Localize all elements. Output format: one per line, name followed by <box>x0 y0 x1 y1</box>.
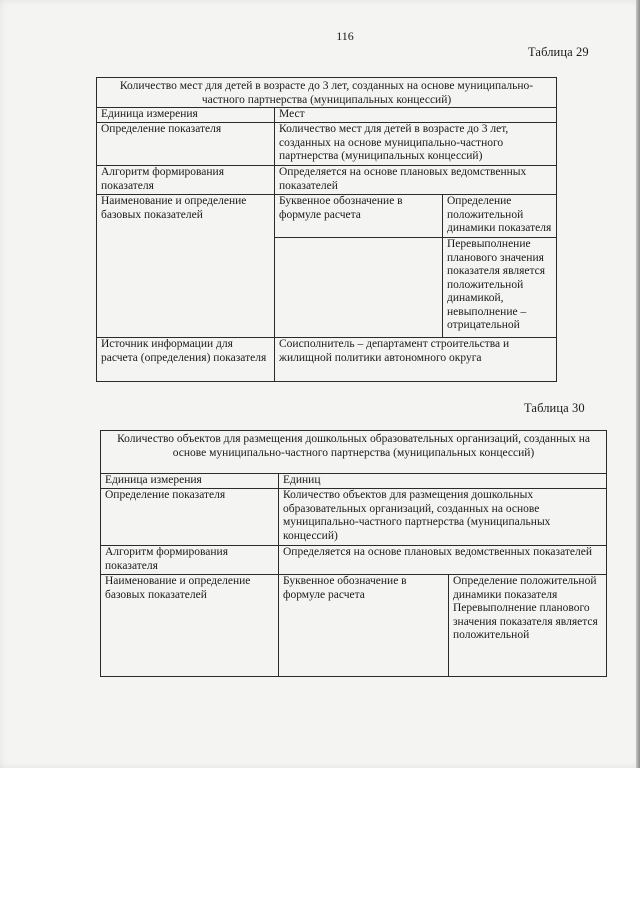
algorithm-label: Алгоритм формирования показателя <box>101 546 279 575</box>
table-30-caption: Таблица 30 <box>524 401 585 415</box>
base-definition-1: Определение положительной динамики показателя <box>443 195 557 238</box>
unit-label: Единица измерения <box>101 474 279 489</box>
algorithm-value: Определяется на основе плановых ведомственных показателей <box>279 546 607 575</box>
base-definition-2: Перевыполнение планового значения показателя является положительной динамикой, невыполнение – отрицательной <box>443 238 557 338</box>
letter-designation-label: Буквенное обозначение в формуле расчета <box>279 575 449 677</box>
unit-label: Единица измерения <box>97 108 275 123</box>
definition-label: Определение показателя <box>101 489 279 546</box>
scan-edge <box>636 0 640 768</box>
definition-label: Определение показателя <box>97 123 275 166</box>
table-29-title: Количество мест для детей в возрасте до 3 лет, созданных на основе муниципально-частного партнерства (муниципальных концессий) <box>97 78 557 108</box>
algorithm-label: Алгоритм формирования показателя <box>97 166 275 195</box>
base-indicators-label: Наименование и определение базовых показателей <box>97 195 275 338</box>
letter-designation-label: Буквенное обозначение в формуле расчета <box>275 195 443 238</box>
table-30-title: Количество объектов для размещения дошкольных образовательных организаций, созданных на основе муниципально-частного партнерства (муниципальных концессий) <box>101 431 607 474</box>
unit-value: Мест <box>275 108 557 123</box>
page-number: 116 <box>336 29 354 43</box>
table-29 <box>96 77 557 382</box>
unit-value: Единиц <box>279 474 607 489</box>
definition-value: Количество объектов для размещения дошкольных образовательных организаций, созданных на основе муниципально-частного партнерства (муниципальных концессий) <box>279 489 607 546</box>
definition-value: Количество мест для детей в возрасте до 3 лет, созданных на основе муниципально-частного партнерства (муниципальных концессий) <box>275 123 557 166</box>
base-definition: Определение положительной динамики показателя Перевыполнение планового значения показателя является положительной <box>449 575 607 677</box>
source-value: Соисполнитель – департамент строительства и жилищной политики автономного округа <box>275 338 557 382</box>
letter-designation-empty <box>275 238 443 338</box>
base-indicators-label: Наименование и определение базовых показателей <box>101 575 279 677</box>
table-30 <box>100 430 607 677</box>
source-label: Источник информации для расчета (определения) показателя <box>97 338 275 382</box>
table-29-caption: Таблица 29 <box>528 45 589 59</box>
algorithm-value: Определяется на основе плановых ведомственных показателей <box>275 166 557 195</box>
